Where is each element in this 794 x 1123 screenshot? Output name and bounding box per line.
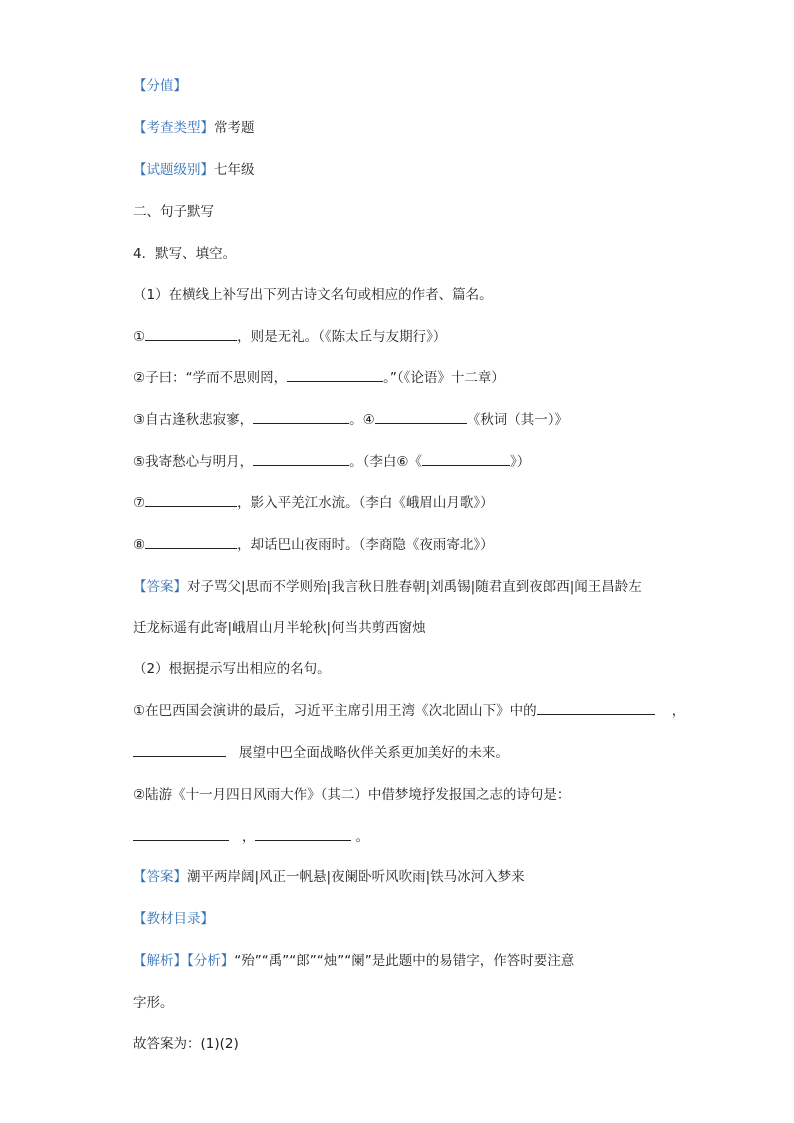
textbook-catalog-field — [133, 907, 214, 927]
question-4-title: 4．默写、填空。 — [133, 246, 237, 262]
answer-blank — [422, 452, 510, 466]
answer-text: 对子骂父|思而不学则殆|我言秋日胜春朝|刘禹锡|随君直到夜郎西|闻王昌龄左 — [187, 579, 642, 595]
grade-level-value: 七年级 — [214, 162, 255, 178]
prompt-item-2-blanks — [133, 825, 369, 845]
prompt-item-2: ②陆游《十一月四日风雨大作》（其二）中借梦境抒发报国之志的诗句是： — [133, 787, 571, 803]
item-text: ，却话巴山夜雨时。（李商隐《夜雨寄北》） — [237, 537, 494, 553]
fill-item-7 — [133, 491, 494, 511]
item-text: 。”（《论语》十二章） — [383, 370, 505, 386]
question-type-value: 常考题 — [214, 120, 255, 136]
part-2-intro: （2）根据提示写出相应的名句。 — [133, 661, 331, 677]
answer-blank — [145, 535, 237, 549]
question-type-tag: 【考查类型】 — [133, 120, 214, 136]
item-text: ⑤我寄愁心与明月， — [133, 454, 254, 470]
fill-item-3 — [133, 408, 568, 428]
item-text: ， — [241, 829, 256, 845]
fill-item-1 — [133, 325, 446, 345]
item-text: 。④ — [349, 412, 375, 428]
item-text: 》） — [509, 454, 531, 470]
answer-blank — [537, 701, 655, 715]
item-text: ，则是无礼。（《陈太丘与友期行》） — [237, 329, 447, 345]
answer-blank — [375, 410, 467, 424]
score-field — [133, 74, 187, 94]
item-number: ⑦ — [133, 495, 146, 511]
answer-blank — [253, 410, 349, 424]
item-text: 展望中巴全面战略伙伴关系更加美好的未来。 — [238, 745, 509, 761]
answer-blank — [133, 827, 229, 841]
score-tag: 【分值】 — [133, 78, 187, 94]
answer-blank — [287, 368, 383, 382]
part-1-intro: （1）在横线上补写出下列古诗文名句或相应的作者、篇名。 — [133, 287, 493, 303]
item-text: ③自古逢秋悲寂寥， — [133, 412, 254, 428]
answer-blank — [255, 827, 351, 841]
answer-blank — [253, 452, 349, 466]
grade-level-field — [133, 158, 255, 178]
section-heading: 二、句子默写 — [133, 204, 214, 220]
answer-tag: 【答案】 — [133, 579, 187, 595]
analysis-text: “殆”“禹”“郎”“烛”“阑”是此题中的易错字，作答时要注意 — [234, 953, 575, 969]
textbook-catalog-tag: 【教材目录】 — [133, 911, 214, 927]
answer-tag: 【答案】 — [133, 869, 187, 885]
answer-blank — [133, 743, 226, 757]
grade-level-tag: 【试题级别】 — [133, 162, 214, 178]
analysis-line-a — [133, 949, 574, 969]
item-text: ①在巴西国会演讲的最后，习近平主席引用王湾《次北固山下》中的 — [133, 703, 537, 719]
question-type-field — [133, 116, 255, 136]
item-text: ， — [671, 703, 686, 719]
fill-item-5 — [133, 450, 530, 470]
item-text: ，影入平羌江水流。（李白《峨眉山月歌》） — [237, 495, 494, 511]
answer-blank — [145, 327, 237, 341]
item-number: ⑧ — [133, 537, 146, 553]
item-text: 。（李白⑥《 — [349, 454, 422, 470]
answer-2-line — [133, 865, 525, 885]
prompt-item-1-cont — [133, 741, 509, 761]
item-text: ②子曰：“学而不思则罔， — [133, 370, 288, 386]
fill-item-2 — [133, 366, 505, 386]
item-text: 《秋词（其一）》 — [466, 412, 568, 428]
analysis-line-b: 字形。 — [133, 995, 174, 1011]
item-text: 。 — [355, 829, 370, 845]
answer-1-line-a — [133, 575, 642, 595]
item-number: ① — [133, 329, 146, 345]
answer-1-line-b: 迁龙标遥有此寄|峨眉山月半轮秋|何当共剪西窗烛 — [133, 620, 426, 636]
answer-blank — [145, 493, 237, 507]
analysis-tag: 【解析】【分析】 — [133, 953, 235, 969]
fill-item-8 — [133, 533, 494, 553]
final-answer-line: 故答案为：(1)(2) — [133, 1036, 239, 1052]
answer-text: 潮平两岸阔|风正一帆悬|夜阑卧听风吹雨|铁马冰河入梦来 — [187, 869, 525, 885]
prompt-item-1 — [133, 699, 685, 719]
